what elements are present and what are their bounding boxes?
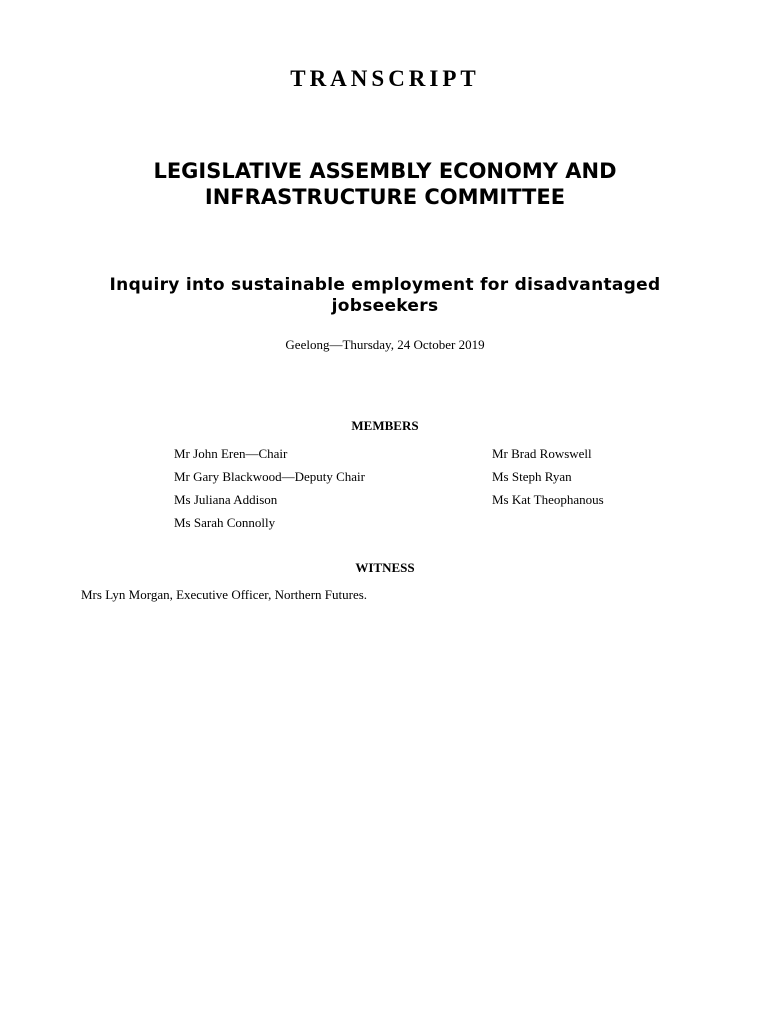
members-list-right bbox=[492, 445, 604, 514]
member-name: Ms Steph Ryan bbox=[492, 469, 572, 484]
members-heading: MEMBERS bbox=[351, 418, 419, 433]
member-name: Mr Gary Blackwood—Deputy Chair bbox=[174, 469, 365, 484]
member-name: Ms Kat Theophanous bbox=[492, 492, 604, 507]
members-list-left bbox=[174, 445, 365, 537]
transcript-heading: TRANSCRIPT bbox=[290, 66, 480, 91]
committee-title: LEGISLATIVE ASSEMBLY ECONOMY AND INFRASTRUCTURE COMMITTEE bbox=[153, 159, 617, 209]
member-name: Ms Juliana Addison bbox=[174, 492, 278, 507]
hearing-location-date: Geelong—Thursday, 24 October 2019 bbox=[285, 337, 485, 352]
inquiry-title: Inquiry into sustainable employment for disadvantaged jobseekers bbox=[109, 275, 661, 316]
witness-heading: WITNESS bbox=[355, 560, 415, 575]
member-name: Mr Brad Rowswell bbox=[492, 446, 592, 461]
witness-details: Mrs Lyn Morgan, Executive Officer, Northern Futures. bbox=[81, 587, 368, 602]
member-name: Mr John Eren—Chair bbox=[174, 446, 288, 461]
member-name: Ms Sarah Connolly bbox=[174, 515, 276, 530]
